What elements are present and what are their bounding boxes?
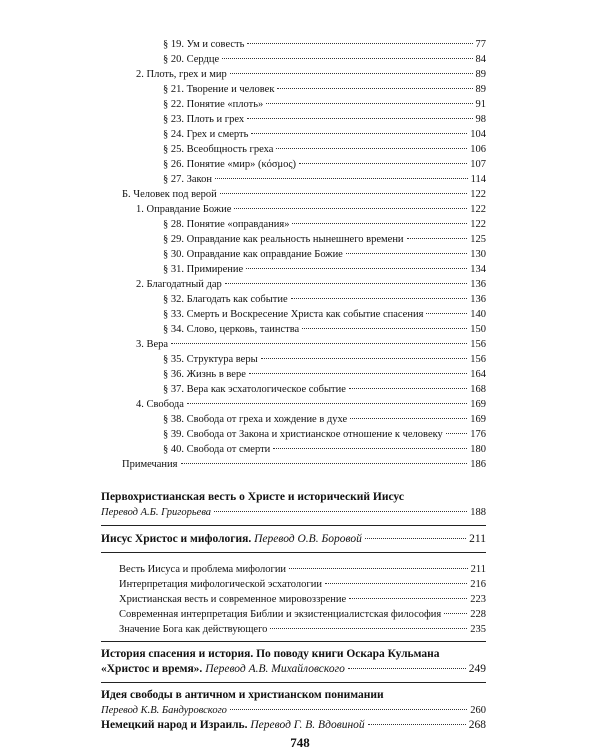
article-title: Идея свободы в античном и христианском понимании: [101, 689, 384, 701]
entry-page: 106: [470, 144, 486, 155]
toc-entry: [163, 172, 486, 187]
entry-title: § 31. Примирение: [163, 264, 244, 275]
entry-page: 130: [470, 249, 486, 260]
entry-page: 104: [470, 129, 486, 140]
entry-title: § 40. Свобода от смерти: [163, 444, 271, 455]
entry-page: 188: [470, 507, 486, 518]
entry-title: § 35. Структура веры: [163, 354, 258, 365]
entry-page: 249: [468, 663, 486, 675]
article-translator-line: [101, 703, 486, 718]
entry-page: 168: [470, 384, 486, 395]
entry-title: § 19. Ум и совесть: [163, 39, 245, 50]
entry-page: 223: [470, 594, 486, 605]
entry-page: 84: [475, 54, 486, 65]
divider: [101, 682, 486, 683]
entry-title: § 21. Творение и человек: [163, 84, 275, 95]
toc-entry: [136, 337, 486, 352]
article-translator-line: [101, 505, 486, 520]
toc-entry: [163, 412, 486, 427]
entry-title: § 33. Смерть и Воскресение Христа как событие спасения: [163, 309, 424, 320]
toc-entry: [136, 202, 486, 217]
toc-entry: [163, 262, 486, 277]
page-number: 748: [290, 735, 310, 750]
entry-page: 77: [475, 39, 486, 50]
toc-entry: [163, 112, 486, 127]
entry-title: 4. Свобода: [136, 399, 184, 410]
toc-entry: [163, 232, 486, 247]
toc-entry: [163, 352, 486, 367]
article-title: Первохристианская весть о Христе и исторический Иисус: [101, 491, 404, 503]
toc-entry: [163, 367, 486, 382]
entry-page: 89: [475, 69, 486, 80]
toc-entry: [136, 67, 486, 82]
entry-title: § 39. Свобода от Закона и христианское отношение к человеку: [163, 429, 443, 440]
entry-page: 211: [470, 564, 486, 575]
entry-page: 156: [470, 339, 486, 350]
entry-title: § 34. Слово, церковь, таинства: [163, 324, 300, 335]
article-title: Немецкий народ и Израиль. Перевод Г. В. Вдовиной 268: [101, 719, 486, 731]
article-title: История спасения и история. По поводу книги Оскара Кульмана: [101, 648, 440, 660]
entry-page: 169: [470, 399, 486, 410]
entry-page: 235: [470, 624, 486, 635]
entry-page: 169: [470, 414, 486, 425]
toc-entry: [122, 457, 486, 472]
entry-title: § 29. Оправдание как реальность нынешнего времени: [163, 234, 404, 245]
entry-title: § 30. Оправдание как оправдание Божие: [163, 249, 343, 260]
entry-title: Б. Человек под верой: [122, 189, 217, 200]
article-title: Иисус Христос и мифология. Перевод О.В. Боровой 211: [101, 533, 486, 545]
entry-title: § 32. Благодать как событие: [163, 294, 288, 305]
entry-page: 91: [475, 99, 486, 110]
entry-page: 125: [470, 234, 486, 245]
toc-entry: [136, 397, 486, 412]
divider: [101, 641, 486, 642]
entry-title: § 20. Сердце: [163, 54, 220, 65]
translator: Перевод К.В. Бандуровского: [101, 705, 227, 716]
sub-entry: Значение Бога как действующего 235: [119, 624, 486, 635]
divider: [101, 552, 486, 553]
entry-title: § 36. Жизнь в вере: [163, 369, 246, 380]
sub-entry: Интерпретация мифологической эсхатологии 216: [119, 579, 486, 590]
entry-page: 89: [475, 84, 486, 95]
article-translator-line: «Христос и время». Перевод А.В. Михайловского 249: [101, 663, 486, 675]
translator: Перевод А.Б. Григорьева: [101, 507, 212, 518]
entry-page: 211: [469, 533, 486, 545]
entry-page: 260: [470, 705, 486, 716]
entry-title: 3. Вера: [136, 339, 169, 350]
entry-page: 140: [470, 309, 486, 320]
toc-entry: [163, 37, 486, 52]
sub-entry: Современная интерпретация Библии и экзистенциалистская философия 228: [119, 609, 486, 620]
toc-entry: [163, 97, 486, 112]
translator: Перевод Г. В. Вдовиной: [250, 719, 365, 731]
entry-title: § 23. Плоть и грех: [163, 114, 245, 125]
entry-page: 122: [470, 189, 486, 200]
entry-page: 98: [475, 114, 486, 125]
entry-page: 164: [470, 369, 486, 380]
entry-page: 176: [470, 429, 486, 440]
toc-entry: [163, 52, 486, 67]
entry-page: 122: [470, 204, 486, 215]
toc-entry: [163, 217, 486, 232]
toc-entry: [163, 442, 486, 457]
entry-page: 150: [470, 324, 486, 335]
translator: Перевод О.В. Боровой: [254, 533, 362, 545]
toc-entry: [122, 187, 486, 202]
entry-title: 2. Благодатный дар: [136, 279, 222, 290]
toc-entry: [163, 292, 486, 307]
entry-page: 134: [470, 264, 486, 275]
entry-page: 268: [468, 719, 486, 731]
entry-title: § 28. Понятие «оправдания»: [163, 219, 290, 230]
entry-page: 107: [470, 159, 486, 170]
toc-entry: [163, 427, 486, 442]
toc-entry: [163, 247, 486, 262]
entry-title: § 24. Грех и смерть: [163, 129, 249, 140]
translator: Перевод А.В. Михайловского: [205, 663, 345, 675]
entry-page: 228: [470, 609, 486, 620]
entry-title: 1. Оправдание Божие: [136, 204, 232, 215]
entry-page: 136: [470, 294, 486, 305]
entry-page: 122: [470, 219, 486, 230]
entry-page: 186: [470, 459, 486, 470]
entry-page: 136: [470, 279, 486, 290]
entry-title: § 22. Понятие «плоть»: [163, 99, 264, 110]
entry-page: 216: [470, 579, 486, 590]
entry-title: § 37. Вера как эсхатологическое событие: [163, 384, 346, 395]
entry-title: § 38. Свобода от греха и хождение в духе: [163, 414, 348, 425]
toc-entry: [163, 307, 486, 322]
toc-entry: [163, 127, 486, 142]
entry-title: § 27. Закон: [163, 174, 212, 185]
sub-entry: Весть Иисуса и проблема мифологии 211: [119, 564, 486, 575]
entry-title: § 26. Понятие «мир» (κόσμος): [163, 159, 297, 170]
entry-page: 180: [470, 444, 486, 455]
sub-entry: Христианская весть и современное мировоззрение 223: [119, 594, 486, 605]
entry-title: 2. Плоть, грех и мир: [136, 69, 227, 80]
divider: [101, 525, 486, 526]
toc-entry: [163, 322, 486, 337]
toc-entry: [136, 277, 486, 292]
entry-title: § 25. Всеобщность греха: [163, 144, 274, 155]
toc-entry: [163, 382, 486, 397]
entry-title: Примечания: [122, 459, 178, 470]
entry-page: 156: [470, 354, 486, 365]
toc-entry: [163, 157, 486, 172]
toc-entry: [163, 142, 486, 157]
entry-page: 114: [470, 174, 486, 185]
toc-entry: [163, 82, 486, 97]
